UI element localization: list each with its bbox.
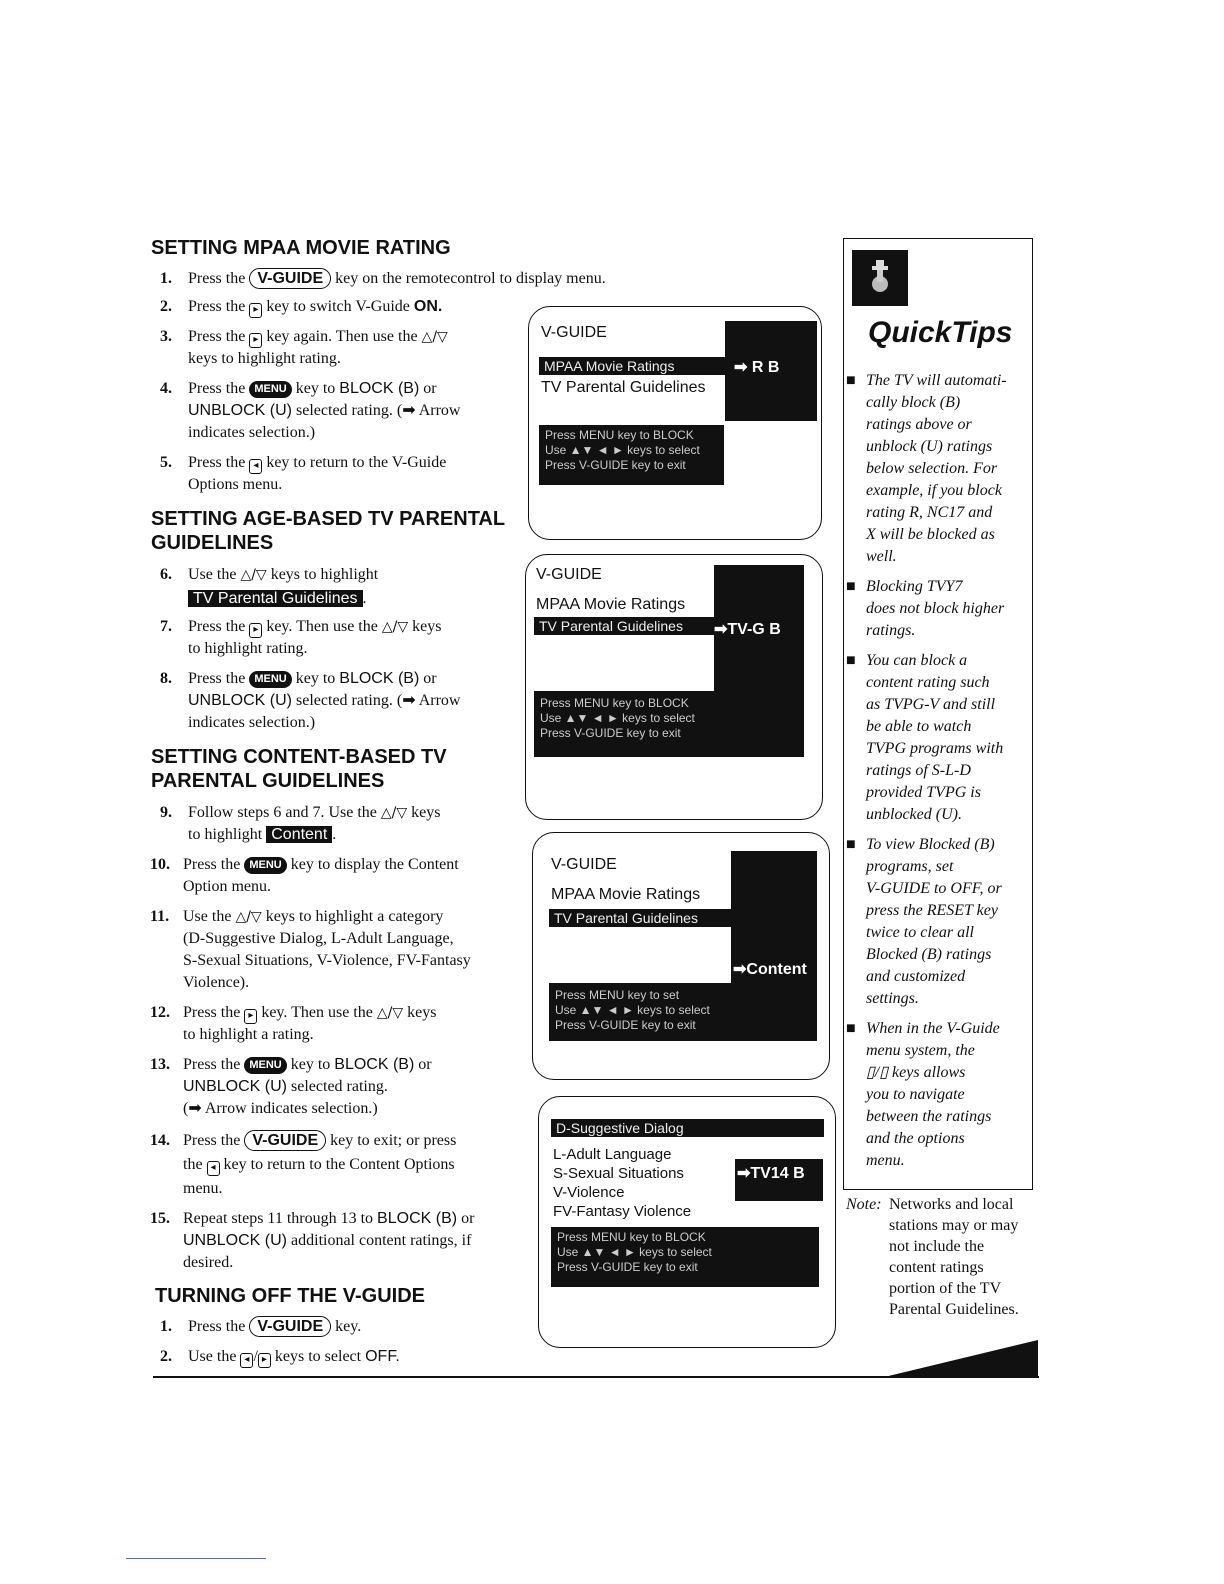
tip-line: The TV will automati-	[866, 372, 1007, 389]
note-line: Networks and local	[889, 1196, 1014, 1213]
quicktip-2	[846, 576, 1036, 642]
step-text: Press the	[188, 298, 246, 315]
menu-item: MPAA Movie Ratings	[536, 596, 686, 613]
menu-item: TV Parental Guidelines	[541, 379, 706, 396]
page-corner-wedge	[880, 1340, 1040, 1380]
bullet: ■	[846, 372, 856, 389]
help-line: Press MENU key to set	[555, 988, 680, 1002]
v-guide-key-icon: V-GUIDE	[244, 1130, 326, 1151]
step-text: selected rating.	[291, 1078, 388, 1095]
tip-line: To view Blocked (B)	[866, 836, 995, 853]
heading-age-2: GUIDELINES	[151, 532, 274, 554]
quicktips-title: QuickTips	[868, 316, 1013, 349]
tip-line: press the RESET key	[866, 902, 998, 919]
step-number: 1.	[160, 1318, 172, 1335]
step-text: keys	[411, 804, 441, 821]
tip-line: as TVPG-V and still	[866, 696, 996, 713]
step-text: Press the	[183, 1132, 241, 1149]
step-text: Use the	[188, 1348, 237, 1365]
up-down-keys-icon: △/▽	[381, 619, 409, 635]
menu-item-selected: D-Suggestive Dialog	[551, 1119, 824, 1137]
help-line: Use ▲▼ ◄ ► keys to select	[557, 1245, 712, 1259]
tip-line: and customized	[866, 968, 966, 985]
block-text: BLOCK (B)	[377, 1210, 458, 1227]
note-line: Parental Guidelines.	[889, 1301, 1019, 1318]
help-line: Press MENU key to BLOCK	[545, 428, 694, 442]
step-text: key. Then use the	[261, 1004, 373, 1021]
tip-line: unblock (U) ratings	[866, 438, 993, 455]
right-key-icon: ▸	[249, 623, 262, 638]
block-text: BLOCK (B)	[339, 670, 420, 687]
tip-line: You can block a	[866, 652, 968, 669]
step-number: 12.	[150, 1004, 170, 1021]
tip-line: provided TVPG is	[866, 784, 981, 801]
quicktip-3	[846, 650, 1036, 826]
tip-line: Blocking TVY7	[866, 578, 963, 595]
rating-badge: ➡TV-G B	[714, 621, 781, 638]
step-text: or	[423, 380, 437, 397]
right-key-icon: ▸	[244, 1009, 257, 1024]
step-number: 3.	[160, 328, 172, 345]
tip-line: When in the V-Guide	[866, 1020, 1000, 1037]
up-down-keys-icon: △/▽	[376, 1005, 404, 1021]
bullet: ■	[846, 836, 856, 853]
step-number: 13.	[150, 1056, 170, 1073]
menu-item: L-Adult Language	[553, 1146, 672, 1163]
rating-badge: ➡ R B	[734, 359, 780, 376]
step-text: Press the	[188, 328, 246, 345]
quicktips-icon	[852, 250, 908, 306]
block-text: BLOCK (B)	[339, 380, 420, 397]
tip-line: V-GUIDE to OFF, or	[866, 880, 1002, 897]
tip-line: TVPG programs with	[866, 740, 1004, 757]
up-down-keys-icon: △/▽	[235, 909, 262, 925]
tv-screen-content-categories	[538, 1096, 836, 1348]
screen-title: V-GUIDE	[541, 324, 607, 341]
step-text: key to	[295, 670, 336, 687]
step-text: key to	[295, 380, 336, 397]
note-line: portion of the TV	[889, 1280, 1002, 1297]
hand-remote-icon	[852, 250, 908, 306]
up-down-keys-icon: △/▽	[240, 567, 267, 583]
step-number: 11.	[150, 908, 170, 925]
tv-screen-content	[532, 832, 830, 1080]
quicktip-5	[846, 1018, 1036, 1172]
step-text: Press the	[188, 454, 246, 471]
step-text: keys to select	[274, 1348, 362, 1365]
step-text: Press the	[188, 670, 246, 687]
step-text: or	[418, 1056, 432, 1073]
tip-line: twice to clear all	[866, 924, 974, 941]
tv-screen-tv-parental	[525, 554, 823, 820]
step-number: 1.	[160, 270, 172, 287]
help-line: Press V-GUIDE key to exit	[557, 1260, 698, 1274]
step-text: .	[362, 590, 367, 607]
on-text: ON.	[413, 298, 443, 315]
step-text: Press the	[183, 856, 241, 873]
step-text: key to return to the Content Options	[223, 1156, 455, 1173]
tip-line: ratings above or	[866, 416, 972, 433]
tip-line: menu system, the	[866, 1042, 975, 1059]
unblock-text: UNBLOCK (U)	[183, 1232, 288, 1249]
step-text: keys	[407, 1004, 437, 1021]
step-text: Press the	[188, 1318, 246, 1335]
menu-key-icon: MENU	[249, 671, 291, 688]
bullet: ■	[846, 578, 856, 595]
step-text: the	[183, 1156, 203, 1173]
note-line: not include the	[889, 1238, 985, 1255]
help-line: Use ▲▼ ◄ ► keys to select	[540, 711, 695, 725]
menu-item: FV-Fantasy Violence	[553, 1203, 692, 1220]
note-line: stations may or may	[889, 1217, 1019, 1234]
note-line: content ratings	[889, 1259, 984, 1276]
tip-line: and the options	[866, 1130, 965, 1147]
step-text: key.	[335, 1318, 362, 1335]
tip-line: Blocked (B) ratings	[866, 946, 992, 963]
step-text: key to display the Content	[290, 856, 459, 873]
menu-item: S-Sexual Situations	[553, 1165, 684, 1182]
step-text: (D-Suggestive Dialog, L-Adult Language,	[183, 930, 454, 947]
tip-line: ratings of S-L-D	[866, 762, 971, 779]
step-text: keys	[412, 618, 442, 635]
help-panel	[551, 1227, 819, 1287]
step-text: to highlight a rating.	[183, 1026, 314, 1043]
bullet: ■	[846, 652, 856, 669]
step-text: Use the	[183, 908, 232, 925]
rating-badge: ➡Content	[733, 961, 807, 978]
step-text: Options menu.	[188, 476, 283, 493]
bullet: ■	[846, 1020, 856, 1037]
step-text: key. Then use the	[266, 618, 378, 635]
menu-key-icon: MENU	[249, 381, 291, 398]
heading-content-1: SETTING CONTENT-BASED TV	[151, 746, 447, 768]
step-number: 8.	[160, 670, 172, 687]
step-text: or	[423, 670, 437, 687]
step-number: 9.	[160, 804, 172, 821]
step-text: or	[461, 1210, 475, 1227]
step-text: selected rating. (➡ Arrow	[296, 402, 461, 419]
step-number: 15.	[150, 1210, 170, 1227]
content-highlight: Content	[266, 826, 332, 843]
step-text: (➡ Arrow indicates selection.)	[183, 1100, 378, 1117]
tip-line: X will be blocked as	[866, 526, 995, 543]
heading-age-1: SETTING AGE-BASED TV PARENTAL	[151, 508, 506, 530]
help-line: Use ▲▼ ◄ ► keys to select	[545, 443, 700, 457]
screen-dark-panel	[714, 565, 804, 757]
step-number: 7.	[160, 618, 172, 635]
menu-item-selected: MPAA Movie Ratings	[539, 357, 734, 375]
step-text: additional content ratings, if	[291, 1232, 472, 1249]
left-key-icon: ◂	[207, 1161, 220, 1176]
tv-screen-mpaa	[528, 306, 822, 540]
left-key-icon: ◂	[249, 459, 262, 474]
v-guide-key-icon: V-GUIDE	[249, 1316, 331, 1337]
step-text: Press the	[188, 618, 246, 635]
help-panel	[539, 425, 724, 485]
step-text: selected rating. (➡ Arrow	[296, 692, 461, 709]
tip-line: between the ratings	[866, 1108, 992, 1125]
step-text: Option menu.	[183, 878, 271, 895]
menu-item: MPAA Movie Ratings	[551, 886, 701, 903]
rating-badge: ➡TV14 B	[737, 1165, 805, 1182]
help-line: Press V-GUIDE key to exit	[540, 726, 681, 740]
left-key-icon: ◂	[240, 1353, 253, 1368]
step-text: Press the	[183, 1004, 241, 1021]
help-line: Press MENU key to BLOCK	[557, 1230, 706, 1244]
step-number: 6.	[160, 566, 172, 583]
note-text	[889, 1194, 1039, 1320]
tip-line: be able to watch	[866, 718, 972, 735]
tv-parental-guidelines-highlight: TV Parental Guidelines	[188, 590, 363, 607]
tip-line: well.	[866, 548, 897, 565]
menu-item: V-Violence	[553, 1184, 625, 1201]
tip-line: below selection. For	[866, 460, 998, 477]
help-panel	[534, 693, 714, 753]
menu-key-icon: MENU	[244, 1057, 286, 1074]
unblock-text: UNBLOCK (U)	[183, 1078, 288, 1095]
step-text: key to exit; or press	[330, 1132, 457, 1149]
screen-title: V-GUIDE	[551, 856, 617, 873]
step-text: .	[332, 826, 337, 843]
step-text: to highlight rating.	[188, 640, 308, 657]
step-text: desired.	[183, 1254, 234, 1271]
right-key-icon: ▸	[249, 303, 262, 318]
v-guide-key-icon: V-GUIDE	[249, 268, 331, 289]
heading-mpaa: SETTING MPAA MOVIE RATING	[151, 237, 451, 259]
step-text: keys to highlight a category	[265, 908, 444, 925]
step-number: 2.	[160, 1348, 172, 1365]
menu-key-icon: MENU	[244, 857, 286, 874]
step-text: key to	[290, 1056, 331, 1073]
up-down-keys-icon: △/▽	[421, 329, 448, 345]
tip-line: programs, set	[866, 858, 954, 875]
step-text: Press the	[188, 380, 246, 397]
step-text: indicates selection.)	[188, 424, 316, 441]
step-number: 10.	[150, 856, 170, 873]
tip-line: rating R, NC17 and	[866, 504, 993, 521]
step-text: Use the	[188, 566, 237, 583]
tip-line: menu.	[866, 1152, 905, 1169]
tip-line: you to navigate	[866, 1086, 965, 1103]
footer-link-line	[126, 1558, 266, 1559]
step-text: key again. Then use the	[266, 328, 418, 345]
off-text: OFF.	[365, 1348, 400, 1365]
tip-line: cally block (B)	[866, 394, 961, 411]
step-text: key to switch V-Guide	[266, 298, 410, 315]
step-number: 4.	[160, 380, 172, 397]
step-text: key on the remotecontrol to display menu.	[335, 270, 606, 287]
step-text: indicates selection.)	[188, 714, 316, 731]
step-text: Repeat steps 11 through 13 to	[183, 1210, 374, 1227]
heading-turning-off: TURNING OFF THE V-GUIDE	[155, 1285, 425, 1307]
quicktip-4	[846, 834, 1036, 1010]
menu-item-selected: TV Parental Guidelines	[534, 617, 721, 635]
screen-title: V-GUIDE	[536, 566, 602, 583]
right-key-icon: ▸	[258, 1353, 271, 1368]
help-panel	[549, 985, 733, 1043]
step-number: 5.	[160, 454, 172, 471]
screen-dark-panel	[731, 851, 817, 1041]
tip-line: settings.	[866, 990, 919, 1007]
step-text: to highlight	[188, 826, 263, 843]
tip-line: ▯/▯ keys allows	[866, 1064, 966, 1081]
tip-line: example, if you block	[866, 482, 1002, 499]
block-text: BLOCK (B)	[334, 1056, 415, 1073]
help-line: Press V-GUIDE key to exit	[555, 1018, 696, 1032]
help-line: Use ▲▼ ◄ ► keys to select	[555, 1003, 710, 1017]
tip-line: does not block higher	[866, 600, 1005, 617]
step-text: Press the	[183, 1056, 241, 1073]
step-number: 14.	[150, 1132, 170, 1149]
menu-item-selected: TV Parental Guidelines	[549, 909, 734, 927]
heading-content-2: PARENTAL GUIDELINES	[151, 770, 385, 792]
step-text: keys to highlight	[270, 566, 379, 583]
up-down-keys-icon: △/▽	[380, 805, 408, 821]
help-line: Press MENU key to BLOCK	[540, 696, 689, 710]
step-text: Press the	[188, 270, 246, 287]
step-text: Violence).	[183, 974, 250, 991]
unblock-text: UNBLOCK (U)	[188, 402, 293, 419]
step-text: Follow steps 6 and 7. Use the	[188, 804, 377, 821]
step-text: S-Sexual Situations, V-Violence, FV-Fantasy	[183, 952, 471, 969]
tip-line: content rating such	[866, 674, 990, 691]
note-label: Note:	[846, 1196, 882, 1213]
step-text: key to return to the V-Guide	[266, 454, 447, 471]
tip-line: unblocked (U).	[866, 806, 962, 823]
step-text: keys to highlight rating.	[188, 350, 341, 367]
right-key-icon: ▸	[249, 333, 262, 348]
unblock-text: UNBLOCK (U)	[188, 692, 293, 709]
step-number: 2.	[160, 298, 172, 315]
step-text: menu.	[183, 1180, 223, 1197]
tip-line: ratings.	[866, 622, 916, 639]
quicktip-1	[846, 370, 1036, 568]
help-line: Press V-GUIDE key to exit	[545, 458, 686, 472]
